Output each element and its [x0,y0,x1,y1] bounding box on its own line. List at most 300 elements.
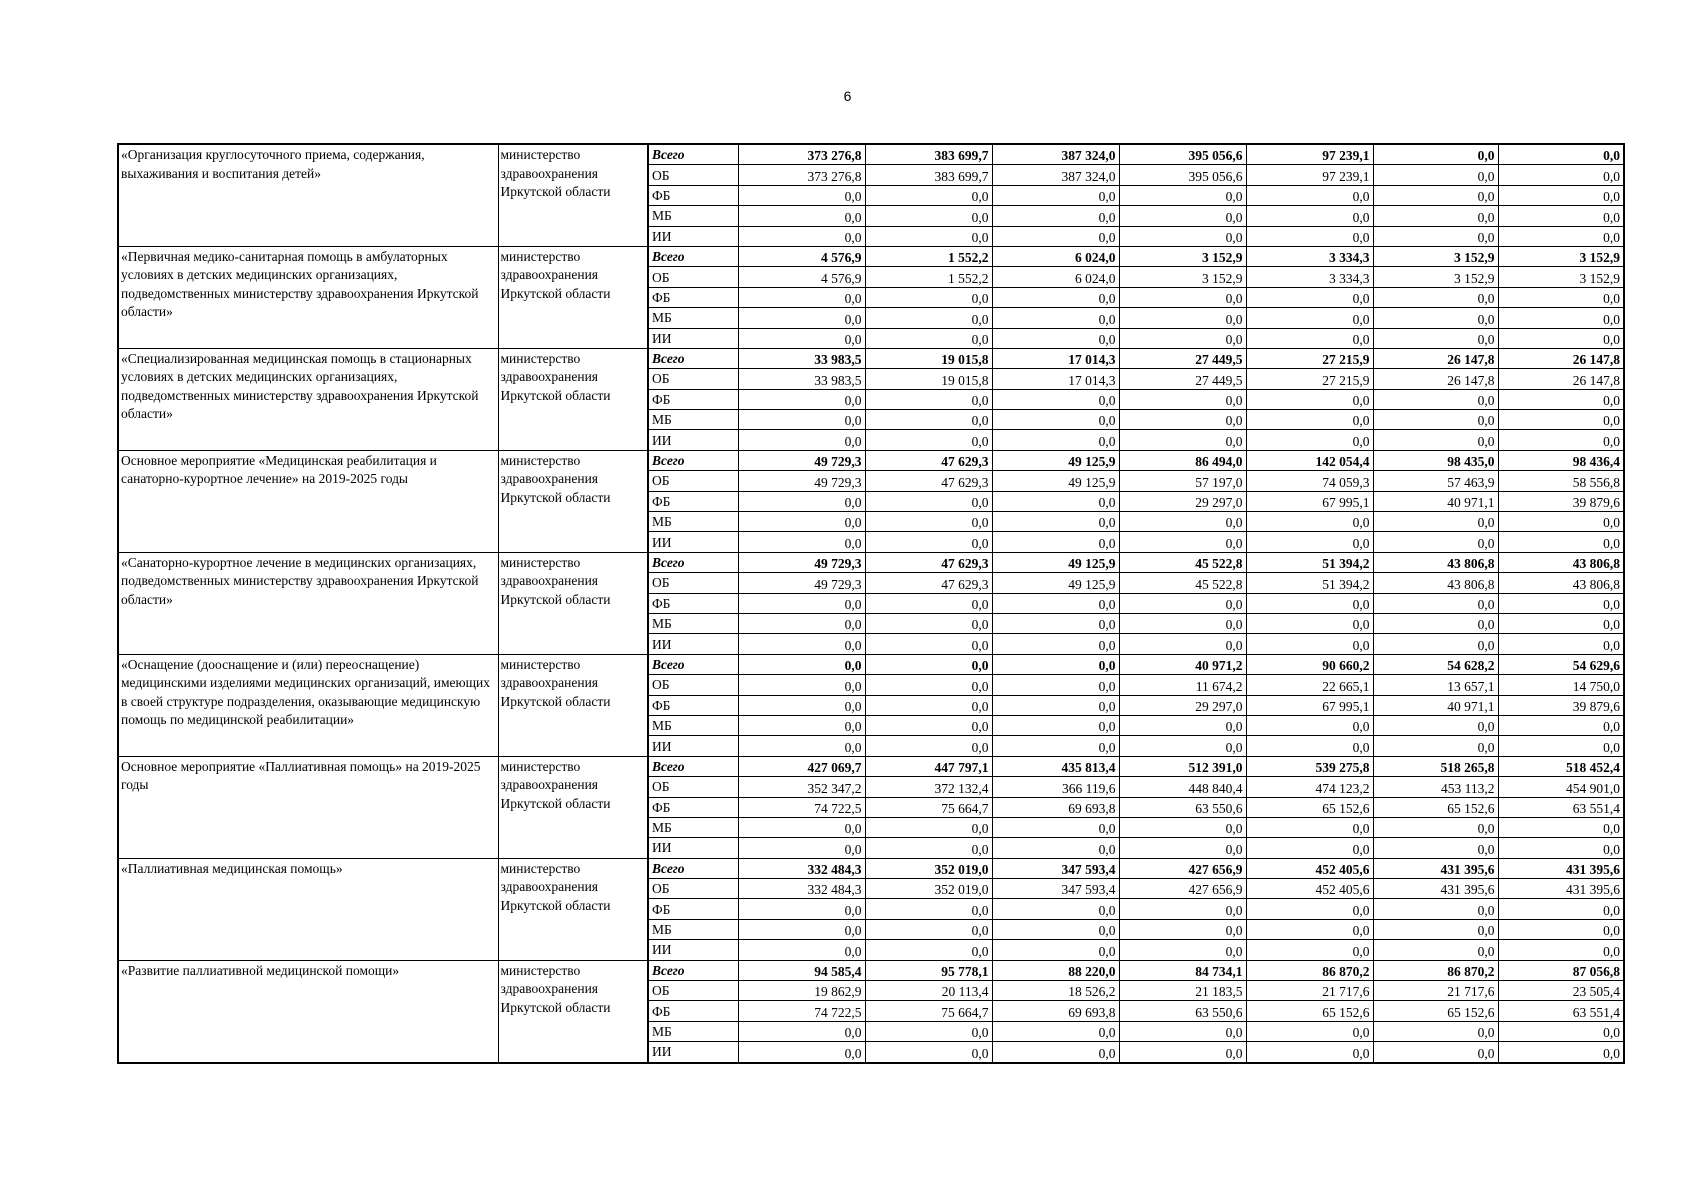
table-row-total [118,858,1624,878]
funding-source: ФБ [648,593,738,613]
amount-cell: 0,0 [1246,287,1373,307]
amount-cell: 3 152,9 [1373,267,1498,287]
amount-cell: 0,0 [738,695,865,715]
funding-source: ОБ [648,471,738,491]
amount-cell: 0,0 [738,654,865,674]
amount-cell: 373 276,8 [738,144,865,165]
amount-cell: 0,0 [1373,634,1498,654]
funding-source: ОБ [648,981,738,1001]
amount-cell: 58 556,8 [1498,471,1624,491]
amount-cell: 0,0 [865,817,992,837]
amount-cell: 427 069,7 [738,756,865,776]
amount-cell: 0,0 [865,899,992,919]
funding-source: ОБ [648,879,738,899]
funding-source: ОБ [648,777,738,797]
amount-cell: 0,0 [1498,940,1624,960]
funding-source: ФБ [648,695,738,715]
amount-cell: 40 971,1 [1373,491,1498,511]
funding-source: ФБ [648,491,738,511]
amount-cell: 40 971,2 [1119,654,1246,674]
funding-source: ИИ [648,838,738,858]
responsible-executor: министерство здравоохранения Иркутской области [498,756,648,858]
amount-cell: 86 870,2 [1246,960,1373,980]
amount-cell: 69 693,8 [992,797,1119,817]
amount-cell: 0,0 [1246,532,1373,552]
amount-cell: 0,0 [1498,1021,1624,1041]
amount-cell: 51 394,2 [1246,573,1373,593]
amount-cell: 383 699,7 [865,165,992,185]
amount-cell: 0,0 [738,613,865,633]
amount-cell: 0,0 [865,736,992,756]
amount-cell: 0,0 [1246,226,1373,246]
funding-source: МБ [648,817,738,837]
amount-cell: 447 797,1 [865,756,992,776]
amount-cell: 0,0 [1498,226,1624,246]
amount-cell: 27 215,9 [1246,369,1373,389]
amount-cell: 47 629,3 [865,573,992,593]
amount-cell: 49 125,9 [992,450,1119,470]
funding-source: ИИ [648,940,738,960]
amount-cell: 1 552,2 [865,267,992,287]
amount-cell: 0,0 [992,1042,1119,1063]
funding-source: ФБ [648,389,738,409]
amount-cell: 0,0 [865,695,992,715]
amount-cell: 0,0 [1119,1021,1246,1041]
amount-cell: 0,0 [992,389,1119,409]
amount-cell: 0,0 [865,532,992,552]
amount-cell: 0,0 [992,1021,1119,1041]
funding-source: ИИ [648,328,738,348]
amount-cell: 86 870,2 [1373,960,1498,980]
responsible-executor: министерство здравоохранения Иркутской области [498,450,648,552]
funding-source: МБ [648,410,738,430]
table-row-total [118,552,1624,572]
amount-cell: 0,0 [1246,389,1373,409]
funding-source: ОБ [648,165,738,185]
amount-cell: 0,0 [738,491,865,511]
amount-cell: 0,0 [1498,206,1624,226]
amount-cell: 0,0 [1373,817,1498,837]
amount-cell: 0,0 [1498,736,1624,756]
amount-cell: 0,0 [1498,308,1624,328]
funding-source: Всего [648,144,738,165]
funding-source: ИИ [648,430,738,450]
amount-cell: 0,0 [992,512,1119,532]
amount-cell: 67 995,1 [1246,695,1373,715]
amount-cell: 3 152,9 [1119,246,1246,266]
amount-cell: 0,0 [865,389,992,409]
funding-source: ОБ [648,675,738,695]
amount-cell: 75 664,7 [865,797,992,817]
amount-cell: 0,0 [1119,206,1246,226]
amount-cell: 21 717,6 [1373,981,1498,1001]
amount-cell: 26 147,8 [1373,369,1498,389]
amount-cell: 0,0 [992,654,1119,674]
amount-cell: 0,0 [1498,532,1624,552]
amount-cell: 0,0 [1119,185,1246,205]
amount-cell: 49 125,9 [992,552,1119,572]
amount-cell: 57 197,0 [1119,471,1246,491]
amount-cell: 69 693,8 [992,1001,1119,1021]
amount-cell: 0,0 [1119,593,1246,613]
responsible-executor: министерство здравоохранения Иркутской области [498,960,648,1062]
funding-source: Всего [648,960,738,980]
amount-cell: 86 494,0 [1119,450,1246,470]
funding-source: МБ [648,308,738,328]
amount-cell: 0,0 [1119,1042,1246,1063]
amount-cell: 0,0 [1246,817,1373,837]
amount-cell: 431 395,6 [1373,858,1498,878]
amount-cell: 0,0 [1119,328,1246,348]
amount-cell: 0,0 [1373,899,1498,919]
amount-cell: 0,0 [1119,226,1246,246]
funding-source: ОБ [648,573,738,593]
amount-cell: 49 125,9 [992,573,1119,593]
amount-cell: 0,0 [992,838,1119,858]
amount-cell: 0,0 [1498,185,1624,205]
amount-cell: 0,0 [1498,144,1624,165]
amount-cell: 0,0 [738,226,865,246]
amount-cell: 49 729,3 [738,573,865,593]
amount-cell: 0,0 [992,308,1119,328]
amount-cell: 29 297,0 [1119,695,1246,715]
amount-cell: 0,0 [738,715,865,735]
funding-source: ИИ [648,1042,738,1063]
activity-name: «Специализированная медицинская помощь в стационарных условиях в детских медицинских организациях, подведомственных министерству здравоохранения Иркутской области» [118,348,498,450]
amount-cell: 43 806,8 [1498,573,1624,593]
amount-cell: 0,0 [1498,165,1624,185]
amount-cell: 0,0 [738,308,865,328]
amount-cell: 0,0 [1119,389,1246,409]
amount-cell: 0,0 [1498,838,1624,858]
funding-source: ФБ [648,287,738,307]
amount-cell: 0,0 [1246,206,1373,226]
amount-cell: 0,0 [992,919,1119,939]
amount-cell: 0,0 [992,634,1119,654]
amount-cell: 0,0 [992,287,1119,307]
amount-cell: 49 125,9 [992,471,1119,491]
amount-cell: 0,0 [865,838,992,858]
amount-cell: 352 019,0 [865,858,992,878]
activity-name: Основное мероприятие «Паллиативная помощь» на 2019-2025 годы [118,756,498,858]
funding-source: ФБ [648,797,738,817]
amount-cell: 539 275,8 [1246,756,1373,776]
funding-source: Всего [648,858,738,878]
amount-cell: 0,0 [865,226,992,246]
amount-cell: 0,0 [738,838,865,858]
amount-cell: 0,0 [992,593,1119,613]
amount-cell: 435 813,4 [992,756,1119,776]
amount-cell: 14 750,0 [1498,675,1624,695]
table-row-total [118,960,1624,980]
amount-cell: 0,0 [1119,287,1246,307]
amount-cell: 65 152,6 [1246,797,1373,817]
amount-cell: 51 394,2 [1246,552,1373,572]
amount-cell: 0,0 [865,593,992,613]
amount-cell: 452 405,6 [1246,879,1373,899]
amount-cell: 26 147,8 [1498,369,1624,389]
amount-cell: 373 276,8 [738,165,865,185]
amount-cell: 67 995,1 [1246,491,1373,511]
amount-cell: 33 983,5 [738,348,865,368]
amount-cell: 0,0 [1119,715,1246,735]
amount-cell: 84 734,1 [1119,960,1246,980]
amount-cell: 0,0 [1373,308,1498,328]
amount-cell: 0,0 [1246,838,1373,858]
amount-cell: 0,0 [1373,206,1498,226]
amount-cell: 47 629,3 [865,552,992,572]
amount-cell: 332 484,3 [738,858,865,878]
amount-cell: 43 806,8 [1498,552,1624,572]
table-row-total [118,756,1624,776]
amount-cell: 43 806,8 [1373,552,1498,572]
amount-cell: 74 722,5 [738,1001,865,1021]
amount-cell: 0,0 [1119,817,1246,837]
amount-cell: 0,0 [865,430,992,450]
amount-cell: 0,0 [1498,328,1624,348]
amount-cell: 0,0 [865,675,992,695]
amount-cell: 0,0 [1246,512,1373,532]
amount-cell: 21 717,6 [1246,981,1373,1001]
amount-cell: 97 239,1 [1246,144,1373,165]
amount-cell: 0,0 [1498,410,1624,430]
amount-cell: 0,0 [1246,634,1373,654]
amount-cell: 518 452,4 [1498,756,1624,776]
funding-source: Всего [648,246,738,266]
activity-name: «Организация круглосуточного приема, содержания, выхаживания и воспитания детей» [118,144,498,246]
amount-cell: 0,0 [1373,226,1498,246]
amount-cell: 65 152,6 [1373,797,1498,817]
amount-cell: 0,0 [738,919,865,939]
amount-cell: 19 862,9 [738,981,865,1001]
table-body [118,144,1624,1063]
amount-cell: 0,0 [992,817,1119,837]
amount-cell: 427 656,9 [1119,879,1246,899]
amount-cell: 0,0 [1498,389,1624,409]
amount-cell: 454 901,0 [1498,777,1624,797]
amount-cell: 19 015,8 [865,369,992,389]
amount-cell: 395 056,6 [1119,144,1246,165]
amount-cell: 0,0 [992,899,1119,919]
amount-cell: 0,0 [1119,512,1246,532]
amount-cell: 13 657,1 [1373,675,1498,695]
amount-cell: 0,0 [992,695,1119,715]
amount-cell: 3 334,3 [1246,267,1373,287]
amount-cell: 0,0 [865,654,992,674]
amount-cell: 0,0 [1119,919,1246,939]
amount-cell: 0,0 [1246,328,1373,348]
funding-source: ИИ [648,226,738,246]
amount-cell: 0,0 [865,287,992,307]
amount-cell: 49 729,3 [738,450,865,470]
funding-source: МБ [648,919,738,939]
amount-cell: 0,0 [1498,817,1624,837]
amount-cell: 98 435,0 [1373,450,1498,470]
amount-cell: 0,0 [1373,144,1498,165]
amount-cell: 0,0 [992,410,1119,430]
funding-source: ФБ [648,1001,738,1021]
amount-cell: 39 879,6 [1498,491,1624,511]
amount-cell: 0,0 [1246,308,1373,328]
amount-cell: 45 522,8 [1119,573,1246,593]
responsible-executor: министерство здравоохранения Иркутской области [498,348,648,450]
amount-cell: 49 729,3 [738,552,865,572]
amount-cell: 474 123,2 [1246,777,1373,797]
amount-cell: 0,0 [865,613,992,633]
amount-cell: 0,0 [1498,634,1624,654]
amount-cell: 452 405,6 [1246,858,1373,878]
amount-cell: 43 806,8 [1373,573,1498,593]
amount-cell: 57 463,9 [1373,471,1498,491]
amount-cell: 63 551,4 [1498,1001,1624,1021]
amount-cell: 431 395,6 [1498,858,1624,878]
amount-cell: 0,0 [738,817,865,837]
amount-cell: 20 113,4 [865,981,992,1001]
responsible-executor: министерство здравоохранения Иркутской области [498,144,648,246]
amount-cell: 3 334,3 [1246,246,1373,266]
amount-cell: 3 152,9 [1498,267,1624,287]
amount-cell: 3 152,9 [1373,246,1498,266]
amount-cell: 0,0 [738,940,865,960]
responsible-executor: министерство здравоохранения Иркутской области [498,654,648,756]
amount-cell: 0,0 [1373,940,1498,960]
amount-cell: 0,0 [992,206,1119,226]
amount-cell: 0,0 [865,491,992,511]
amount-cell: 0,0 [1373,512,1498,532]
activity-name: «Первичная медико-санитарная помощь в амбулаторных условиях в детских медицинских организациях, подведомственных министерству здравоохранения Иркутской области» [118,246,498,348]
funding-source: ИИ [648,736,738,756]
amount-cell: 65 152,6 [1246,1001,1373,1021]
activity-name: «Санаторно-курортное лечение в медицинских организациях, подведомственных министерству здравоохранения Иркутской области» [118,552,498,654]
amount-cell: 23 505,4 [1498,981,1624,1001]
amount-cell: 0,0 [1119,532,1246,552]
responsible-executor: министерство здравоохранения Иркутской области [498,246,648,348]
table-row-total [118,348,1624,368]
amount-cell: 94 585,4 [738,960,865,980]
amount-cell: 0,0 [865,206,992,226]
amount-cell: 27 449,5 [1119,348,1246,368]
amount-cell: 40 971,1 [1373,695,1498,715]
funding-source: Всего [648,552,738,572]
amount-cell: 387 324,0 [992,144,1119,165]
amount-cell: 39 879,6 [1498,695,1624,715]
amount-cell: 87 056,8 [1498,960,1624,980]
amount-cell: 6 024,0 [992,267,1119,287]
amount-cell: 347 593,4 [992,879,1119,899]
table-row-total [118,450,1624,470]
amount-cell: 0,0 [738,634,865,654]
amount-cell: 0,0 [865,634,992,654]
amount-cell: 0,0 [738,512,865,532]
amount-cell: 0,0 [1119,736,1246,756]
amount-cell: 0,0 [1373,532,1498,552]
amount-cell: 6 024,0 [992,246,1119,266]
amount-cell: 0,0 [1373,185,1498,205]
amount-cell: 0,0 [865,328,992,348]
amount-cell: 0,0 [1373,328,1498,348]
amount-cell: 0,0 [1119,410,1246,430]
activity-name: «Паллиативная медицинская помощь» [118,858,498,960]
amount-cell: 332 484,3 [738,879,865,899]
amount-cell: 33 983,5 [738,369,865,389]
amount-cell: 95 778,1 [865,960,992,980]
funding-source: Всего [648,450,738,470]
amount-cell: 74 059,3 [1246,471,1373,491]
amount-cell: 0,0 [865,512,992,532]
amount-cell: 0,0 [1246,940,1373,960]
funding-source: МБ [648,1021,738,1041]
amount-cell: 27 215,9 [1246,348,1373,368]
table-row-total [118,144,1624,165]
amount-cell: 29 297,0 [1119,491,1246,511]
activity-name: «Развитие паллиативной медицинской помощи» [118,960,498,1062]
funding-source: Всего [648,756,738,776]
amount-cell: 0,0 [1246,1021,1373,1041]
amount-cell: 0,0 [738,899,865,919]
amount-cell: 54 628,2 [1373,654,1498,674]
amount-cell: 49 729,3 [738,471,865,491]
amount-cell: 0,0 [992,736,1119,756]
amount-cell: 0,0 [865,185,992,205]
amount-cell: 54 629,6 [1498,654,1624,674]
funding-source: ОБ [648,267,738,287]
amount-cell: 0,0 [738,328,865,348]
amount-cell: 0,0 [738,1042,865,1063]
amount-cell: 0,0 [865,410,992,430]
amount-cell: 0,0 [992,328,1119,348]
amount-cell: 387 324,0 [992,165,1119,185]
amount-cell: 0,0 [1246,715,1373,735]
amount-cell: 395 056,6 [1119,165,1246,185]
amount-cell: 427 656,9 [1119,858,1246,878]
amount-cell: 431 395,6 [1373,879,1498,899]
amount-cell: 0,0 [1373,919,1498,939]
amount-cell: 4 576,9 [738,246,865,266]
amount-cell: 0,0 [1373,838,1498,858]
amount-cell: 0,0 [738,675,865,695]
amount-cell: 0,0 [1246,593,1373,613]
activity-name: Основное мероприятие «Медицинская реабилитация и санаторно-курортное лечение» на 2019-2025 годы [118,450,498,552]
amount-cell: 0,0 [1373,389,1498,409]
amount-cell: 19 015,8 [865,348,992,368]
funding-source: МБ [648,206,738,226]
amount-cell: 0,0 [738,206,865,226]
amount-cell: 45 522,8 [1119,552,1246,572]
amount-cell: 0,0 [1373,287,1498,307]
amount-cell: 0,0 [1119,899,1246,919]
amount-cell: 0,0 [1119,613,1246,633]
funding-source: ФБ [648,185,738,205]
amount-cell: 142 054,4 [1246,450,1373,470]
responsible-executor: министерство здравоохранения Иркутской области [498,552,648,654]
amount-cell: 352 347,2 [738,777,865,797]
activity-name: «Оснащение (дооснащение и (или) переоснащение) медицинскими изделиями медицинских организаций, имеющих в своей структуре подразделения, оказывающие медицинскую помощь по медицинской реабилитации» [118,654,498,756]
amount-cell: 0,0 [1246,736,1373,756]
amount-cell: 0,0 [1373,736,1498,756]
amount-cell: 97 239,1 [1246,165,1373,185]
amount-cell: 0,0 [1119,430,1246,450]
funding-source: МБ [648,613,738,633]
amount-cell: 0,0 [738,389,865,409]
amount-cell: 0,0 [1246,185,1373,205]
amount-cell: 17 014,3 [992,369,1119,389]
amount-cell: 372 132,4 [865,777,992,797]
responsible-executor: министерство здравоохранения Иркутской области [498,858,648,960]
funding-source: ФБ [648,899,738,919]
amount-cell: 0,0 [1246,613,1373,633]
amount-cell: 347 593,4 [992,858,1119,878]
amount-cell: 0,0 [992,491,1119,511]
